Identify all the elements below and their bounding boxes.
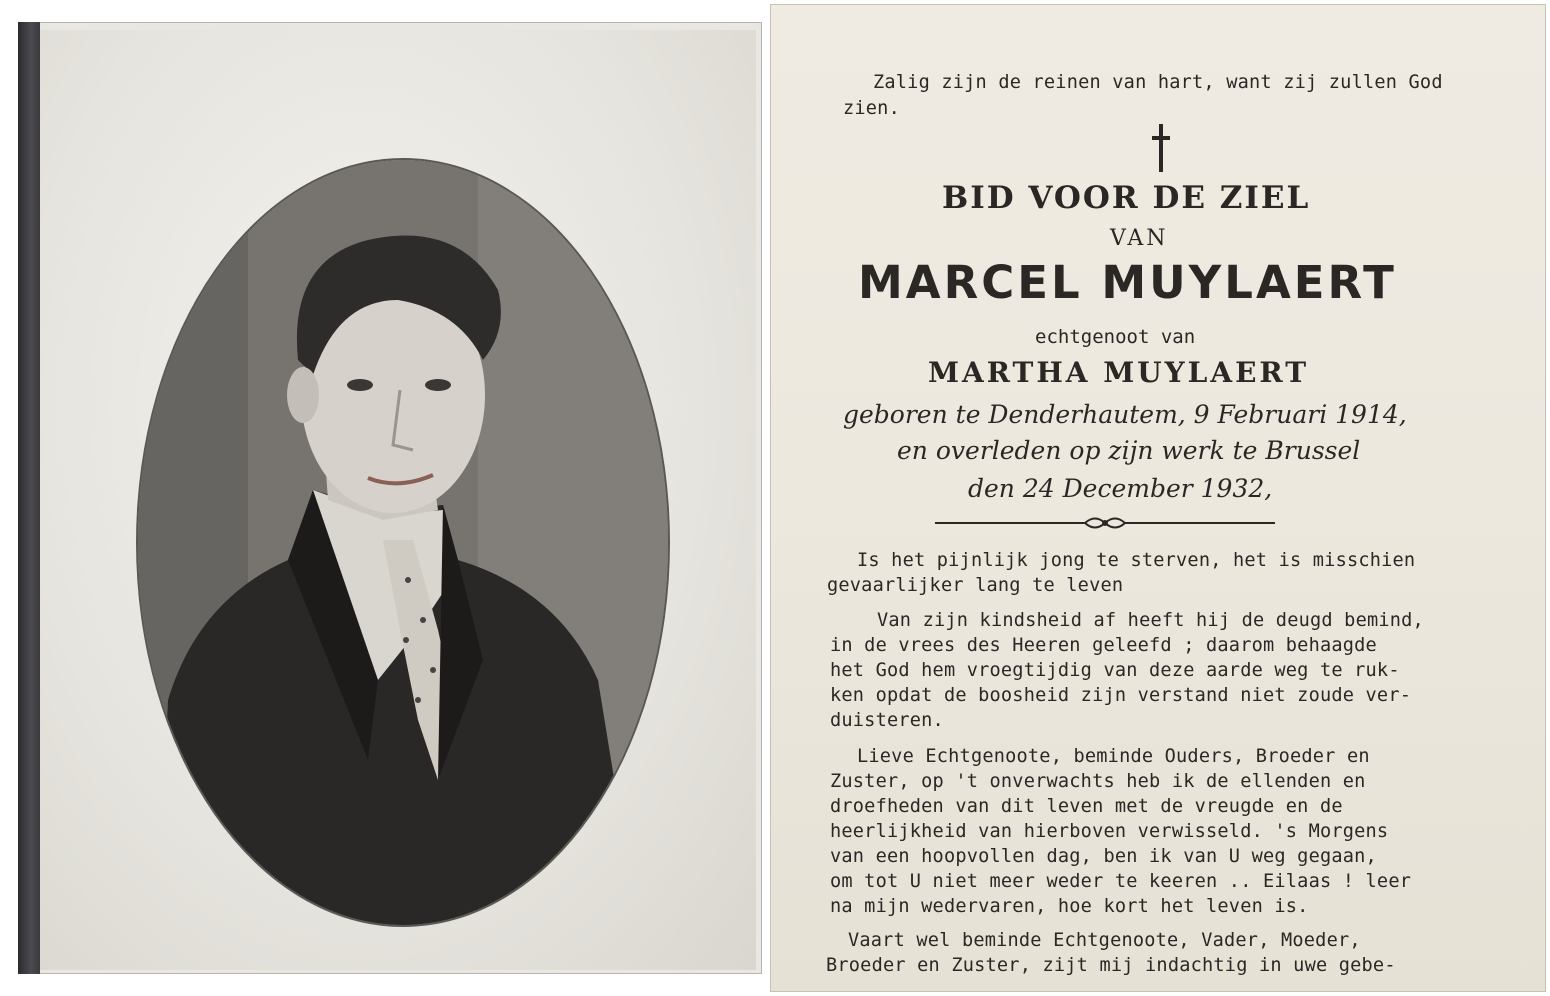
paragraph-1-line-1: Is het pijnlijk jong te sterven, het is misschien xyxy=(857,550,1416,571)
paragraph-2-line-5: duisteren. xyxy=(830,710,944,731)
death-line-1: en overleden op zijn werk te Brussel xyxy=(897,436,1361,465)
spouse-label: echtgenoot van xyxy=(1035,326,1196,348)
paragraph-3-line-1: Lieve Echtgenoote, beminde Ouders, Broeder en xyxy=(857,746,1370,767)
deceased-name: MARCEL MUYLAERT xyxy=(858,256,1397,309)
paragraph-2-line-3: het God hem vroegtijdig van deze aarde weg te ruk- xyxy=(830,660,1400,681)
divider-ornament xyxy=(935,512,1275,534)
epigraph-line-1: Zalig zijn de reinen van hart, want zij zullen God xyxy=(873,72,1443,93)
paragraph-3-line-6: om tot U niet meer weder te keeren .. Eilaas ! leer xyxy=(830,871,1412,892)
paragraph-4-line-1: Vaart wel beminde Echtgenoote, Vader, Moeder, xyxy=(848,930,1361,951)
mourning-band xyxy=(18,22,40,974)
paragraph-2-line-4: ken opdat de boosheid zijn verstand niet zoude ver- xyxy=(830,685,1412,706)
spouse-name: MARTHA MUYLAERT xyxy=(928,356,1310,389)
birth-line: geboren te Denderhautem, 9 Februari 1914, xyxy=(843,400,1407,429)
epigraph-line-2: zien. xyxy=(843,98,900,119)
cross-icon xyxy=(1150,124,1172,172)
paragraph-3-line-7: na mijn wedervaren, hoe kort het leven is. xyxy=(830,896,1309,917)
paragraph-2-line-1: Van zijn kindsheid af heeft hij de deugd bemind, xyxy=(877,610,1424,631)
paragraph-3-line-3: droefheden van dit leven met de vreugde en de xyxy=(830,796,1343,817)
paragraph-3-line-2: Zuster, op 't onverwachts heb ik de ellenden en xyxy=(830,771,1366,792)
paragraph-3-line-4: heerlijkheid van hierboven verwisseld. 's Morgens xyxy=(830,821,1389,842)
van-label: VAN xyxy=(1110,226,1169,251)
paragraph-2-line-2: in de vrees des Heeren geleefd ; daarom behaagde xyxy=(830,635,1377,656)
portrait-photo xyxy=(138,160,668,925)
paragraph-3-line-5: van een hoopvollen dag, ben ik van U weg gegaan, xyxy=(830,846,1377,867)
paragraph-4-line-2: Broeder en Zuster, zijt mij indachtig in uwe gebe- xyxy=(826,955,1396,976)
paragraph-1-line-2: gevaarlijker lang te leven xyxy=(827,575,1124,596)
prayer-heading: BID VOOR DE ZIEL xyxy=(942,180,1311,216)
death-line-2: den 24 December 1932, xyxy=(968,474,1273,503)
portrait-illustration xyxy=(138,160,668,925)
